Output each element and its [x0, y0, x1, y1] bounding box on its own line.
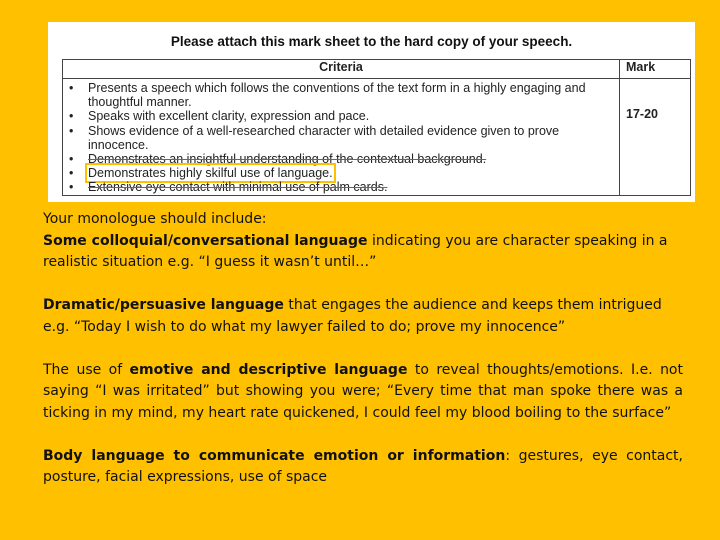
mark-header: Mark	[620, 60, 691, 79]
criteria-table	[62, 59, 691, 196]
intro-line: Your monologue should include:	[43, 211, 267, 227]
mark-value: 17-20	[620, 79, 691, 196]
criteria-cell	[63, 79, 620, 196]
mark-sheet-image	[48, 22, 695, 202]
paragraph-emotive: The use of emotive and descriptive language to reveal thoughts/emotions. I.e. not saying “I was irritated” but showing you were; “Every time that man spoke there was a ticking in my mind, my heart rate quickened, I could feel my blood boiling to the surface”	[43, 361, 683, 421]
paragraph-colloquial: Some colloquial/conversational language indicating you are character speaking in a realistic situation e.g. “I guess it wasn’t until…”	[43, 232, 668, 270]
criteria-header: Criteria	[63, 60, 620, 79]
criteria-item: • Presents a speech which follows the conventions of the text form in a highly engaging and thoughtful manner.	[69, 81, 613, 109]
criteria-item: • Extensive eye contact with minimal use of palm cards.	[69, 180, 613, 194]
criteria-item: • Shows evidence of a well-researched character with detailed evidence given to prove innocence.	[69, 124, 613, 152]
term-dramatic: Dramatic/persuasive language	[43, 297, 284, 313]
criteria-list	[69, 81, 613, 195]
paragraph-dramatic: Dramatic/persuasive language that engages the audience and keeps them intrigued e.g. “Today I wish to do what my lawyer failed to do; prove my innocence”	[43, 297, 662, 335]
criteria-item: • Speaks with excellent clarity, expression and pace.	[69, 109, 613, 123]
criteria-item: • Demonstrates an insightful understanding of the contextual background.	[69, 152, 613, 166]
term-body-language: Body language to communicate emotion or information	[43, 447, 506, 464]
paragraph-body-language: Body language to communicate emotion or information: gestures, eye contact, posture, facial expressions, use of space	[43, 447, 683, 485]
criteria-item-highlighted: • Demonstrates highly skilful use of language.	[69, 166, 613, 180]
term-colloquial: Some colloquial/conversational language	[43, 232, 368, 249]
term-emotive: emotive and descriptive language	[129, 361, 408, 378]
sheet-title: Please attach this mark sheet to the hard copy of your speech.	[170, 34, 573, 49]
monologue-instructions	[43, 209, 683, 510]
